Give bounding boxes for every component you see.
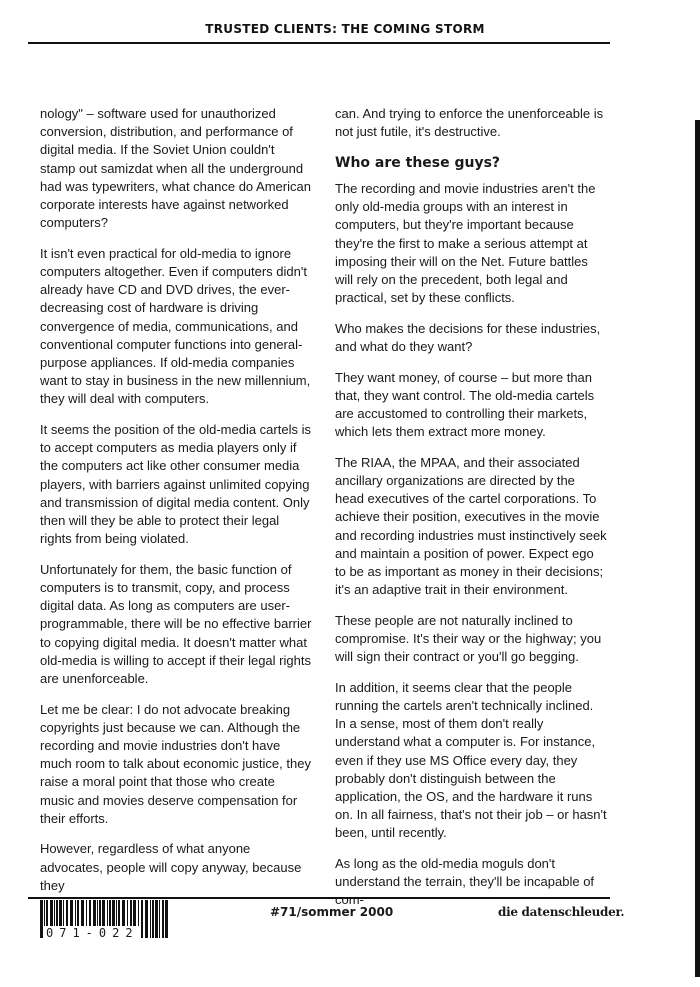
footer-rule [28,897,610,899]
paragraph: In addition, it seems clear that the people running the cartels aren't technically inclined. In a sense, most of them don't really understand what a computer is. For instance, even if they use MS Office every day, they probably don't distinguish between the application, the OS, and the hardware it runs on. In all fairness, that's not their job – or hasn't been, until recently. [335,679,607,841]
left-column [40,105,312,907]
paragraph: They want money, of course – but more than that, they want control. The old-media cartels are accustomed to controlling their markets, which lets them extract more money. [335,369,595,440]
page-edge-shadow [695,120,700,977]
paragraph: It isn't even practical for old-media to ignore computers altogether. Even if computers didn't already have CD and DVD drives, the ever-decreasing cost of hardware is driving convergence of media, communications, and conventional computer functions into general-purpose appliances. If old-media companies want to stay in business in the new millennium, they will deal with computers. [40,245,311,407]
paragraph: can. And trying to enforce the unenforceable is not just futile, it's destructive. [335,106,604,140]
running-header: TRUSTED CLIENTS: THE COMING STORM [205,22,485,36]
paragraph: nology" – software used for unauthorized conversion, distribution, and performance of digital media. If the Soviet Union couldn't stamp out samizdat when all the underground had was typewriters, what chance do American corporate interests have against networked computers? [40,106,311,231]
section-heading: Who are these guys? [335,154,501,171]
paragraph: Unfortunately for them, the basic function of computers is to transmit, copy, and process digital data. As long as computers are user-programmable, there will be no effective barrier to copying digital media. It doesn't matter what old-media is willing to accept if their legal rights are unenforceable. [40,561,312,687]
paragraph: Let me be clear: I do not advocate breaking copyrights just because we can. Although the recording and movie industries don't have much room to talk about economic justice, they raise a moral point that those who create music and movies deserve compensation for their efforts. [40,701,311,826]
paragraph: The RIAA, the MPAA, and their associated ancillary organizations are directed by the head executives of the cartel corporations. To achieve their position, executives in the movie and recording industries must instinctively seek and maintain a position of power. Expect ego to be as important as money in their decisions; it's an adaptive trait in their environment. [335,454,607,598]
barcode-number: 071-022 [46,926,139,940]
magazine-name: die datenschleuder. [498,905,625,919]
paragraph: The recording and movie industries aren't the only old-media groups with an interest in computers, but they're important because they're the first to make a serious attempt at imposing their will on the Net. Future battles will rely on the precedent, both legal and practical, set by these conflicts. [335,181,596,306]
issue-label: #71/sommer 2000 [270,905,394,919]
paragraph: Who makes the decisions for these industries, and what do they want? [335,320,601,355]
paragraph: However, regardless of what anyone advocates, people will copy anyway, because they [40,841,302,893]
paragraph: It seems the position of the old-media cartels is to accept computers as media players only if the computers act like other consumer media players, with barriers against unlimited copying and transmission of digital media content. Only then will they be able to protect their legal rights from being violated. [40,422,311,547]
header-rule [28,42,610,44]
paragraph: These people are not naturally inclined to compromise. It's their way or the highway; you will sign their contract or you'll go begging. [335,612,602,665]
paragraph: As long as the old-media moguls don't understand the terrain, they'll be incapable of com- [335,856,595,908]
right-column [335,105,607,922]
